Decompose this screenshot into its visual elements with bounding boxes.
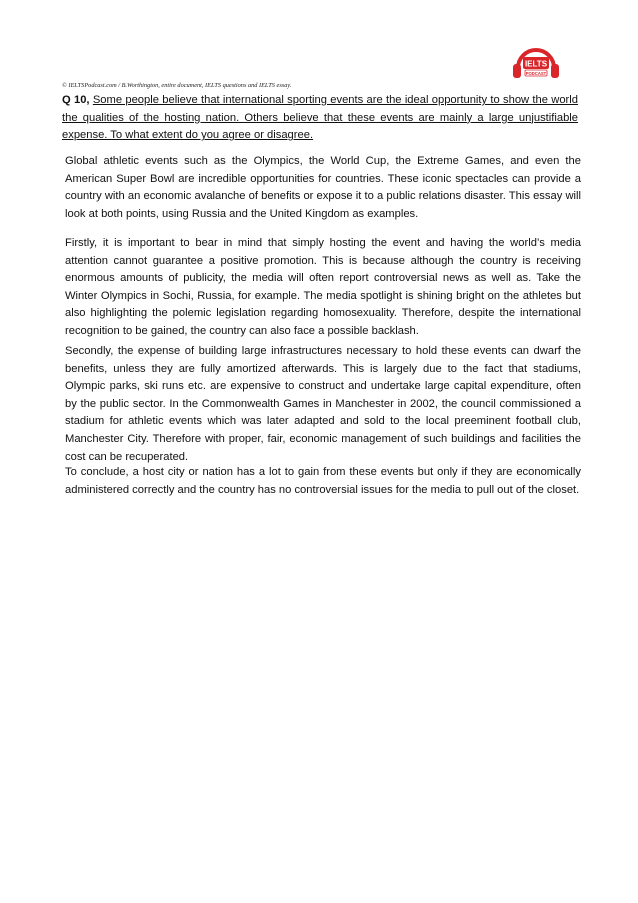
essay-paragraph-body-1: Firstly, it is important to bear in mind that simply hosting the event and having the world’s media attention cannot guarantee a positive promotion. This is because although the country is receiving enormous amounts of publicity, the media will often report controversial news as well as. Take the Winter Olympics in Sochi, Russia, for example. The media spotlight is shining bright on the athletes but also highlighting the polemic legislation regarding homosexuality. Therefore, despite the international recognition to be gained, the country can also face a possible backlash.	[65, 237, 581, 337]
svg-text:PODCAST: PODCAST	[525, 70, 547, 76]
essay-paragraph-conclusion: To conclude, a host city or nation has a lot to gain from these events but only if they are economically administered correctly and the country has no controversial issues for the media to pull out of the closet.	[65, 466, 581, 496]
question-text: Some people believe that international sporting events are the ideal opportunity to show the world the qualities of the hosting nation. Others believe that these events are mainly a large unjustifiable expense. To what extent do you agree or disagree.	[62, 94, 578, 142]
svg-text:IELTS: IELTS	[524, 59, 548, 69]
copyright-notice: © IELTSPodcast.com / B.Worthington, entire document, IELTS questions and IELTS essay.	[62, 82, 292, 89]
essay-question	[62, 92, 578, 145]
essay-paragraph-intro: Global athletic events such as the Olympics, the World Cup, the Extreme Games, and even the American Super Bowl are incredible opportunities for countries. These iconic spectacles can provide a country with an economic avalanche of benefits or expose it to a public relations disaster. This essay will look at both points, using Russia and the United Kingdom as examples.	[65, 155, 581, 220]
question-label: Q 10,	[62, 94, 90, 106]
headphones-logo-icon	[508, 42, 564, 82]
essay-paragraph-body-2: Secondly, the expense of building large infrastructures necessary to hold these events can dwarf the benefits, unless they are fully amortized afterwards. This is largely due to the fact that stadiums, Olympic parks, ski runs etc. are expensive to construct and undertake large capital expenditure, often by the public sector. In the Commonwealth Games in Manchester in 2002, the council commissioned a stadium for athletic events which was later adapted and sold to the local preeminent football club, Manchester City. Therefore with proper, fair, economic management of such buildings and facilities the cost can be recuperated.	[65, 345, 581, 463]
